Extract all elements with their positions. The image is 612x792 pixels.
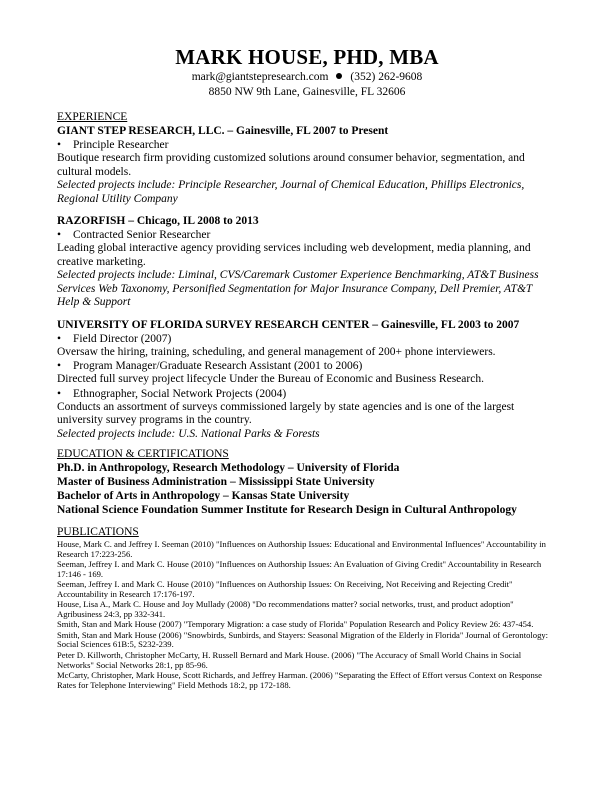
publication-item: Seeman, Jeffrey I. and Mark C. House (2010) "Influences on Authorship Issues: On Receiving, Not Receiving and Rejecting Credit" Accountability in Research 17:176-197. — [57, 579, 513, 599]
publications-list — [57, 540, 557, 690]
job-entry — [57, 124, 557, 206]
role-description: Conducts an assortment of surveys commissioned largely by state agencies and is one of the largest university survey programs in the country. — [57, 400, 515, 426]
publication-item: House, Mark C. and Jeffrey I. Seeman (2010) "Influences on Authorship Issues: Educational and Environmental Influences" Accountability in Research 17:223-256. — [57, 539, 546, 559]
bullet-icon: • — [57, 387, 62, 400]
job-heading: UNIVERSITY OF FLORIDA SURVEY RESEARCH CENTER – Gainesville, FL 2003 to 2007 — [57, 318, 520, 331]
bullet-separator-icon — [336, 73, 342, 79]
degree-item: Ph.D. in Anthropology, Research Methodology – University of Florida — [57, 462, 400, 474]
publication-item: McCarty, Christopher, Mark House, Scott Richards, and Jeffrey Harman. (2006) "Separating the Effect of Effort versus Context on Response Rates for Telephone Interviewing" Field Methods 18:2, pp 172-188. — [57, 669, 542, 690]
role-description: Boutique research firm providing customized solutions around consumer behavior, segmentation, and cultural models. — [57, 152, 525, 178]
degree-item: Master of Business Administration – Mississippi State University — [57, 476, 375, 488]
degree-item: Bachelor of Arts in Anthropology – Kansas State University — [57, 490, 350, 502]
selected-projects: Selected projects include: Liminal, CVS/Caremark Customer Experience Benchmarking, AT&T Business Services Web Taxonomy, Personified Segmentation for Major Insurance Company, Dell Premier, AT&T Help & Support — [57, 269, 539, 308]
role-item — [57, 332, 557, 346]
role-item — [57, 228, 557, 242]
selected-projects: Selected projects include: Principle Researcher, Journal of Chemical Education, Phillips Electronics, Regional Utility Company — [57, 179, 525, 205]
role-description: Directed full survey project lifecycle Under the Bureau of Economic and Business Research. — [57, 373, 484, 385]
role-item — [57, 138, 557, 152]
publication-item: Smith, Stan and Mark House (2007) "Temporary Migration: a case study of Florida" Population Research and Policy Review 26: 437-454. — [57, 619, 534, 630]
role-title: Principle Researcher — [73, 139, 169, 151]
education-heading: EDUCATION & CERTIFICATIONS — [57, 448, 229, 460]
publications-heading: PUBLICATIONS — [57, 526, 139, 538]
role-title: Contracted Senior Researcher — [73, 229, 211, 241]
selected-projects: Selected projects include: U.S. National Parks & Forests — [57, 427, 320, 440]
contact-line — [57, 70, 557, 85]
publication-item: House, Lisa A., Mark C. House and Joy Mullady (2008) "Do recommendations matter? social networks, trust, and product adoption" Agribusiness 24:3, pp 332-341. — [57, 599, 514, 620]
job-heading: RAZORFISH – Chicago, IL 2008 to 2013 — [57, 215, 259, 227]
bullet-icon: • — [57, 139, 62, 151]
degree-item: National Science Foundation Summer Institute for Research Design in Cultural Anthropology — [57, 504, 517, 516]
role-title: Field Director (2007) — [73, 332, 172, 345]
publication-item: Smith, Stan and Mark House (2006) "Snowbirds, Sunbirds, and Stayers: Seasonal Migration of the Elderly in Florida" Journal of Gerontology: Social Sciences 61B:5, S232-239. — [57, 629, 549, 650]
job-entry — [57, 214, 557, 310]
bullet-icon: • — [57, 229, 62, 241]
publication-item: Seeman, Jeffrey I. and Mark C. House (2010) "Influences on Authorship Issues: An Evaluation of Giving Credit" Accountability in Research 17:146 - 169. — [57, 559, 542, 579]
publication-item: Peter D. Killworth, Christopher McCarty, H. Russell Bernard and Mark House. (2006) "The Accuracy of Small World Chains in Social Networks" Social Networks 28:1, pp 85-96. — [57, 649, 522, 670]
experience-heading: EXPERIENCE — [57, 111, 128, 123]
phone-number: (352) 262-9608 — [350, 71, 423, 83]
role-title: Ethnographer, Social Network Projects (2004) — [73, 387, 287, 400]
email-link[interactable]: mark@giantstepresearch.com — [191, 71, 329, 83]
candidate-name: MARK HOUSE, PHD, MBA — [175, 45, 439, 69]
role-item — [57, 387, 557, 401]
role-item — [57, 359, 557, 373]
role-description: Oversaw the hiring, training, scheduling, and general management of 200+ phone interviewers. — [57, 345, 496, 358]
resume-page — [57, 44, 557, 690]
role-title: Program Manager/Graduate Research Assistant (2001 to 2006) — [73, 360, 363, 372]
job-entry — [57, 318, 557, 442]
bullet-icon: • — [57, 360, 62, 372]
bullet-icon: • — [57, 332, 62, 345]
role-description: Leading global interactive agency providing services including web development, media planning, and creative marketing. — [57, 242, 531, 268]
job-heading: GIANT STEP RESEARCH, LLC. – Gainesville, FL 2007 to Present — [57, 125, 389, 137]
address: 8850 NW 9th Lane, Gainesville, FL 32606 — [208, 86, 406, 98]
